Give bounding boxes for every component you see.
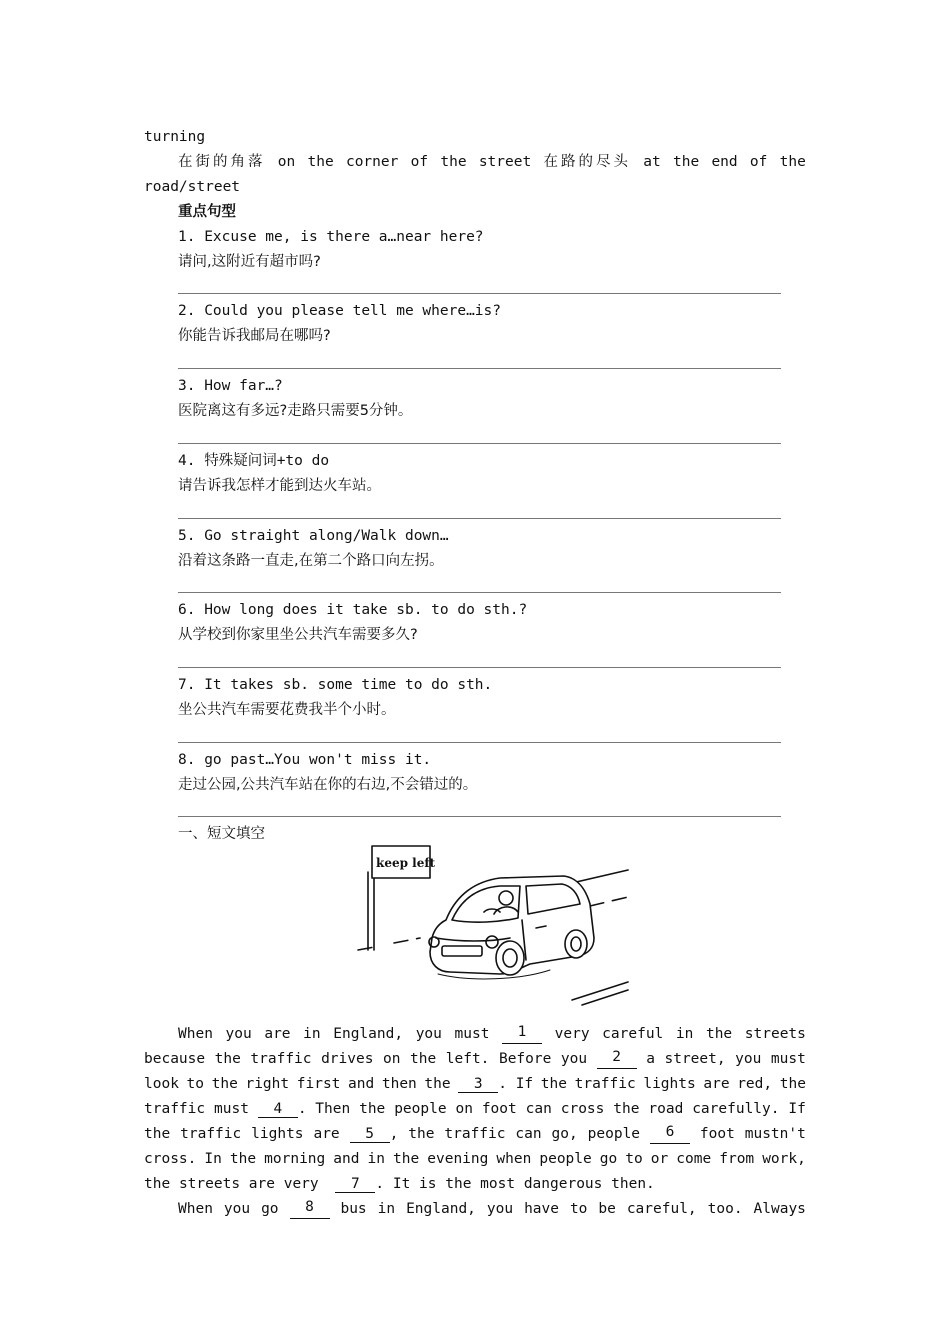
word: you — [560, 1051, 588, 1067]
sentence-2-cn: 你能告诉我邮局在哪吗? — [178, 328, 331, 344]
passage-line-1 — [178, 1024, 806, 1044]
passage-line-5 — [144, 1124, 806, 1144]
word: have — [524, 1201, 559, 1217]
word: the — [408, 1126, 435, 1142]
word: are — [248, 1176, 275, 1192]
word: the — [144, 1126, 171, 1142]
word: red, — [737, 1076, 773, 1092]
sentence-5-en: 5. Go straight along/Walk down… — [178, 528, 449, 544]
word: the — [445, 1176, 472, 1192]
word: in — [303, 1026, 321, 1042]
word: people — [539, 1151, 592, 1167]
end-cn: 在路的尽头 — [543, 154, 631, 170]
word: you — [415, 1026, 442, 1042]
passage-line-8 — [178, 1199, 806, 1219]
passage-line-6 — [144, 1149, 806, 1169]
sentence-1-en: 1. Excuse me, is there a…near here? — [178, 229, 484, 245]
answer-line-6 — [178, 667, 781, 668]
word: . It — [375, 1176, 411, 1192]
corner-en-0: on — [277, 154, 296, 170]
word: the — [229, 1151, 257, 1167]
word: the — [705, 1026, 733, 1042]
word: morning — [264, 1151, 326, 1167]
vocab-turning — [144, 127, 806, 147]
answer-line-5 — [178, 592, 781, 593]
sentence-2-en: 2. Could you please tell me where…is? — [178, 303, 502, 319]
blank-3[interactable]: 3 — [458, 1076, 498, 1093]
word: go — [599, 1151, 618, 1167]
word: streets — [178, 1176, 241, 1192]
word: you — [486, 1201, 514, 1217]
word: on — [383, 1051, 401, 1067]
corner-en-4: the — [440, 154, 467, 170]
word: to — [186, 1076, 205, 1092]
word: must — [454, 1026, 490, 1042]
sentence-7-en: 7. It takes sb. some time to do sth. — [178, 677, 493, 693]
sentence-3-cn: 医院离这有多远?走路只需要5分钟。 — [178, 403, 413, 419]
word: the — [613, 1101, 640, 1117]
word: careful — [602, 1026, 664, 1042]
word: in — [377, 1201, 396, 1217]
word: cross. — [144, 1151, 197, 1167]
blank-6[interactable]: 6 — [650, 1124, 690, 1144]
passage-line-3 — [144, 1074, 806, 1094]
word: most — [480, 1176, 516, 1192]
answer-line-8 — [178, 816, 781, 817]
word: then. — [611, 1176, 655, 1192]
word: In — [204, 1151, 222, 1167]
word: right — [245, 1076, 290, 1092]
word: and — [333, 1151, 360, 1167]
word: Always — [753, 1201, 806, 1217]
word: traffic — [144, 1101, 206, 1117]
sign-text: keep left — [376, 856, 436, 870]
blank-5[interactable]: 5 — [350, 1126, 390, 1143]
word: be — [598, 1201, 616, 1217]
word: the — [540, 1076, 567, 1092]
answer-line-1 — [178, 293, 781, 294]
sentence-1-cn: 请问,这附近有超市吗? — [178, 254, 321, 270]
word: carefully. — [692, 1101, 780, 1117]
corner-en-5: street — [478, 154, 532, 170]
answer-line-2 — [178, 368, 781, 369]
word: . If — [498, 1076, 534, 1092]
corner-cn: 在街的角落 — [178, 154, 266, 170]
answer-line-7 — [178, 742, 781, 743]
word: when — [496, 1151, 532, 1167]
word: must — [214, 1101, 249, 1117]
end-en-4: the — [779, 154, 806, 170]
end-en-1: the — [672, 154, 700, 170]
word: traffic — [180, 1126, 242, 1142]
blank-7[interactable]: 7 — [335, 1176, 375, 1193]
sentence-3-en: 3. How far…? — [178, 378, 283, 394]
word: in — [675, 1026, 694, 1042]
sentence-4-en: 4. 特殊疑问词+to do — [178, 453, 330, 469]
word: come — [676, 1151, 712, 1167]
word: When — [178, 1026, 213, 1042]
word: people — [394, 1101, 447, 1117]
word: you — [225, 1026, 252, 1042]
answer-line-3 — [178, 443, 781, 444]
vocab-corner-end — [178, 152, 806, 172]
word: can — [525, 1101, 552, 1117]
word: drives — [321, 1051, 374, 1067]
answer-line-4 — [178, 518, 781, 519]
sentence-6-cn: 从学校到你家里坐公共汽车需要多久? — [178, 627, 418, 643]
word: go — [261, 1201, 279, 1217]
word: evening — [427, 1151, 489, 1167]
word: England, — [406, 1201, 476, 1217]
word: lights — [643, 1076, 696, 1092]
blank-2[interactable]: 2 — [597, 1049, 637, 1069]
section-title: 重点句型 — [178, 204, 236, 220]
text: turning — [144, 129, 206, 145]
word: the — [211, 1076, 238, 1092]
sentence-4-cn: 请告诉我怎样才能到达火车站。 — [178, 478, 381, 494]
word: mustn't — [744, 1126, 806, 1142]
passage-line-4 — [144, 1099, 806, 1119]
word: to — [569, 1201, 588, 1217]
word: If — [788, 1101, 806, 1117]
word: go, — [551, 1126, 578, 1142]
end-en-2: end — [711, 154, 738, 170]
word: the — [359, 1101, 386, 1117]
blank-4[interactable]: 4 — [258, 1101, 298, 1118]
word: traffic — [574, 1076, 636, 1092]
word: very — [283, 1176, 319, 1192]
word: bus — [340, 1201, 367, 1217]
car-keep-left-illustration — [350, 842, 635, 1010]
word: . Then — [297, 1101, 351, 1117]
exercise-title: 一、短文填空 — [178, 826, 265, 842]
word: the — [393, 1151, 420, 1167]
sentence-8-en: 8. go past…You won't miss it. — [178, 752, 432, 768]
word: must — [770, 1051, 806, 1067]
word: are — [313, 1126, 340, 1142]
word: left. — [445, 1051, 490, 1067]
passage-line-2 — [144, 1049, 806, 1069]
word: traffic — [444, 1126, 506, 1142]
blank-8[interactable]: 8 — [290, 1199, 330, 1219]
word: When — [178, 1201, 213, 1217]
word: too. — [707, 1201, 743, 1217]
sentence-5-cn: 沿着这条路一直走,在第二个路口向左拐。 — [178, 553, 444, 569]
word: , — [389, 1126, 399, 1142]
word: is — [419, 1176, 437, 1192]
sentence-7-cn: 坐公共汽车需要花费我半个小时。 — [178, 702, 396, 718]
word: foot — [699, 1126, 735, 1142]
word: first — [296, 1076, 341, 1092]
corner-en-3: of — [410, 154, 429, 170]
word: very — [554, 1026, 590, 1042]
word: cross — [560, 1101, 605, 1117]
word: foot — [481, 1101, 517, 1117]
text: road/street — [144, 179, 241, 195]
corner-en-2: corner — [345, 154, 399, 170]
word: and — [348, 1076, 375, 1092]
corner-en-1: the — [307, 154, 334, 170]
word: road — [648, 1101, 684, 1117]
blank-1[interactable]: 1 — [502, 1024, 542, 1044]
word: a — [646, 1051, 655, 1067]
end-en-3: of — [749, 154, 768, 170]
sentence-8-cn: 走过公园,公共汽车站在你的右边,不会错过的。 — [178, 777, 478, 793]
word: you — [223, 1201, 251, 1217]
word: in — [367, 1151, 385, 1167]
word: street, — [664, 1051, 726, 1067]
word: Before — [498, 1051, 552, 1067]
word: dangerous — [523, 1176, 603, 1192]
word: traffic — [250, 1051, 312, 1067]
word: can — [515, 1126, 542, 1142]
word: because — [144, 1051, 206, 1067]
word: on — [455, 1101, 473, 1117]
word: to — [625, 1151, 643, 1167]
vocab-road-street — [144, 177, 806, 197]
word: streets — [744, 1026, 806, 1042]
word: people — [587, 1126, 641, 1142]
word: are — [264, 1026, 291, 1042]
word: the — [410, 1051, 437, 1067]
word: work, — [762, 1151, 806, 1167]
word: are — [703, 1076, 730, 1092]
word: England, — [333, 1026, 404, 1042]
word: you — [735, 1051, 762, 1067]
word: careful, — [626, 1201, 697, 1217]
passage-line-7 — [144, 1174, 806, 1194]
word: the — [779, 1076, 806, 1092]
word: the — [214, 1051, 241, 1067]
word: look — [144, 1076, 179, 1092]
word: or — [650, 1151, 669, 1167]
word: lights — [251, 1126, 304, 1142]
end-en-0: at — [643, 154, 661, 170]
word: then — [381, 1076, 417, 1092]
word: the — [424, 1076, 451, 1092]
word: the — [144, 1176, 171, 1192]
word: from — [719, 1151, 755, 1167]
sentence-6-en: 6. How long does it take sb. to do sth.? — [178, 602, 528, 618]
